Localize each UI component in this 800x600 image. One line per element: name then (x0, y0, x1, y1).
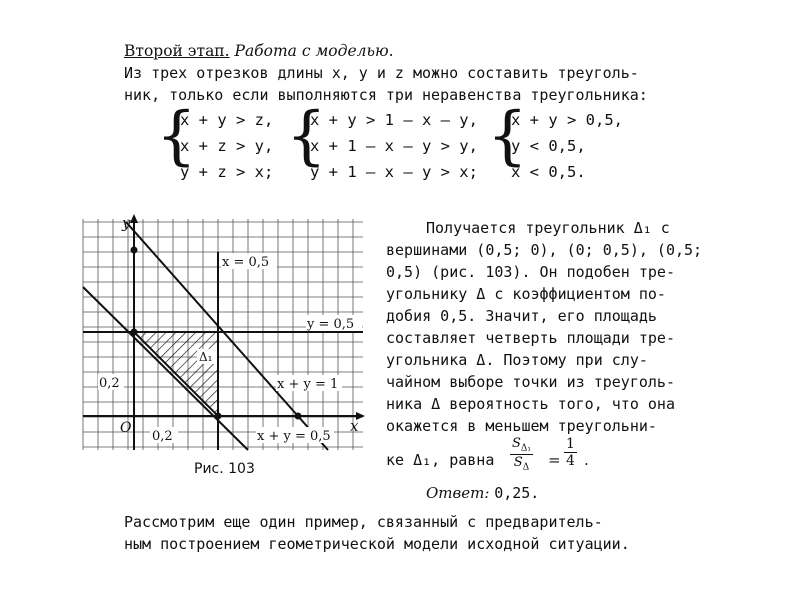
system1-eq1: x + y > z, (180, 111, 274, 129)
ratio-value: $\frac{1}{4}$ (566, 436, 575, 469)
system3-eq1: x + y > 0,5, (511, 111, 623, 129)
label-line1: x + y = 1 (277, 377, 339, 392)
right-text-3: 0,5) (рис. 103). Он подобен тре- (386, 263, 675, 281)
line-x-plus-y-0-5 (83, 287, 248, 450)
system1-eq3: y + z > x; (180, 163, 274, 181)
label-x-axis: x (350, 417, 359, 435)
right-text-8: чайном выборе точки из треуголь- (386, 373, 675, 391)
label-origin: O (120, 420, 132, 436)
system2-eq3: y + 1 – x – y > x; (310, 163, 478, 181)
system1-eq2: x + z > y, (180, 137, 274, 155)
brace-3: { (487, 99, 528, 173)
label-y-eq: y = 0,5 (307, 317, 355, 332)
right-text-7: угольника Δ. Поэтому при слу- (386, 351, 648, 369)
answer-label: Ответ: (426, 484, 490, 502)
outro-line-1: Рассмотрим еще один пример, связанный с предваритель- (124, 513, 603, 531)
ratio-prefix: ке Δ₁, равна (386, 451, 495, 469)
brace-1: { (156, 99, 197, 173)
ratio-eq: = (548, 451, 561, 469)
point-0-0-5 (131, 329, 138, 336)
intro-line-2: ник, только если выполняются три неравенства треугольника: (124, 86, 648, 104)
point-1-0 (295, 413, 302, 420)
system2-eq2: x + 1 – x – y > y, (310, 137, 478, 155)
point-0-1 (131, 247, 138, 254)
right-text-5: добия 0,5. Значит, его площадь (386, 307, 657, 325)
outro-line-2: ным построением геометрической модели исходной ситуации. (124, 535, 630, 553)
figure-caption: Рис. 103 (194, 461, 255, 477)
right-text-6: составляет четверть площади тре- (386, 329, 675, 347)
ratio-end: . (584, 451, 589, 469)
right-text-10: окажется в меньшем треугольни- (386, 417, 657, 435)
answer (426, 484, 539, 502)
system2-eq1: x + y > 1 – x – y, (310, 111, 478, 129)
system3-eq2: y < 0,5, (511, 137, 586, 155)
heading-title: Работа с моделью. (234, 42, 394, 60)
system3-eq3: x < 0,5. (511, 163, 586, 181)
label-tick-y: 0,2 (99, 376, 120, 391)
y-axis-arrow (130, 214, 138, 223)
label-triangle: Δ₁ (199, 350, 213, 364)
right-text-1: Получается треугольник Δ₁ с (426, 219, 670, 237)
brace-2: { (286, 99, 327, 173)
label-y-axis: y (122, 214, 131, 232)
figure-103 (78, 212, 368, 462)
answer-value: 0,25. (494, 484, 540, 502)
point-0-5-0 (215, 413, 222, 420)
hatched-triangle (134, 332, 218, 416)
label-line2: x + y = 0,5 (257, 429, 331, 444)
label-tick-x: 0,2 (152, 429, 173, 444)
right-text-2: вершинами (0,5; 0), (0; 0,5), (0,5; (386, 241, 703, 259)
right-text-9: ника Δ вероятность того, что она (386, 395, 675, 413)
right-text-4: угольнику Δ с коэффициентом по- (386, 285, 666, 303)
ratio-den: $S_\Delta$ (513, 454, 530, 473)
label-x-eq: x = 0,5 (222, 255, 270, 270)
ratio-fraction (510, 436, 533, 472)
ratio-num: $S_{\Delta_1}$ (512, 436, 532, 454)
intro-line-1: Из трех отрезков длины x, y и z можно составить треуголь- (124, 64, 639, 82)
heading (124, 42, 394, 60)
heading-stage: Второй этап. (124, 42, 230, 60)
